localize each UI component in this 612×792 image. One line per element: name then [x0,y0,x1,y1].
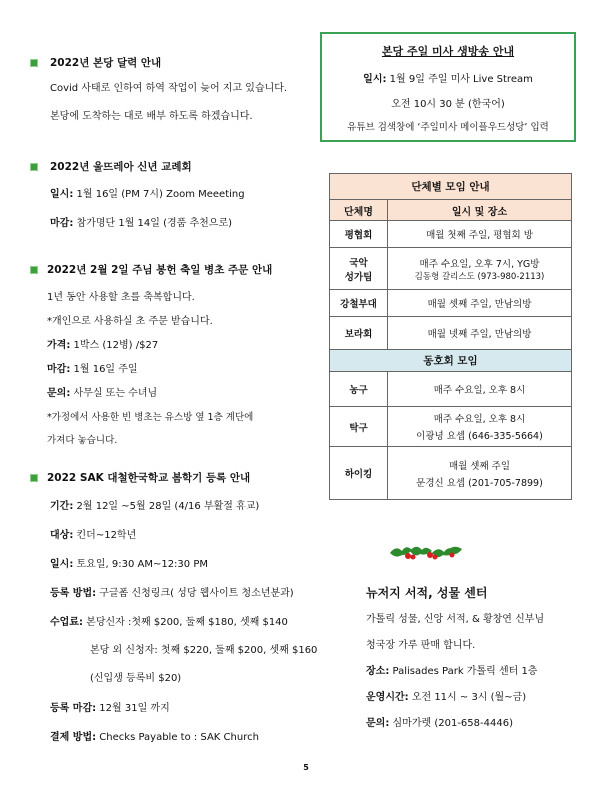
school-target: 대상: 킨더~12학년 [50,530,137,541]
groups-title: 단체별 모임 안내 [330,174,572,200]
bookstore-hours: 운영시간: 오전 11시 ~ 3시 (월~금) [366,692,527,703]
ultreya-title: 2022년 울뜨레아 신년 교례회 [50,161,192,173]
candle-title: 2022년 2월 2일 주님 봉헌 축일 병초 주문 안내 [47,264,273,276]
group-meetings-table [329,173,572,500]
bullet-icon [30,266,38,274]
col-time-header: 일시 및 장소 [388,200,572,221]
group-name: 보라회 [330,317,388,350]
club-name: 하이킹 [330,447,388,500]
candle-price: 가격: 1박스 (12병) /$27 [47,340,159,351]
group-name: 국악 성가팀 [330,248,388,290]
mass-youtube: 유튜브 검색창에 ‘주일미사 메이플우드성당’ 입력 [347,122,549,133]
school-method: 등록 방법: 구글폼 신청링크( 성당 웹사이트 청소년분과) [50,588,294,599]
bookstore-line1: 가톨릭 성물, 신앙 서적, & 황창연 신부님 [366,614,545,625]
school-title: 2022 SAK 대철한국학교 봄학기 등록 안내 [47,472,251,484]
club-info: 매주 수요일, 오후 8시 이광녕 요셉 (646-335-5664) [388,407,572,447]
group-info: 매주 수요일, 오후 7시, YG방 김동형 갈리스도 (973-980-2113) [388,248,572,290]
school-fee: 수업료: 본당신자 :첫째 $200, 둘째 $180, 셋째 $140 [50,617,288,628]
club-name: 탁구 [330,407,388,447]
group-info: 매월 첫째 주일, 평협회 방 [388,221,572,248]
bullet-icon [30,474,38,482]
school-fee-line3: (신입생 등록비 $20) [90,673,182,684]
school-reg-deadline: 등록 마감: 12월 31일 까지 [50,703,170,714]
calendar-title: 2022년 본당 달력 안내 [50,57,162,69]
bullet-icon [30,59,38,67]
candle-note2: 가져다 놓습니다. [47,435,118,446]
bookstore-place: 장소: Palisades Park 가톨릭 센터 1층 [366,666,538,677]
candle-inquiry: 문의: 사무실 또는 수녀님 [47,388,158,399]
group-info: 매월 셋째 주일, 만남의방 [388,290,572,317]
group-info: 매월 넷째 주일, 만남의방 [388,317,572,350]
calendar-line1: Covid 사태로 인하여 하역 작업이 늦어 지고 있습니다. [50,83,288,94]
mass-title: 본당 주일 미사 생방송 안내 [381,45,515,58]
table-row [330,407,572,447]
bullet-icon [30,163,38,171]
school-time: 일시: 토요일, 9:30 AM~12:30 PM [50,559,208,570]
club-info: 매주 수요일, 오후 8시 [388,372,572,407]
mass-livestream-box [320,32,576,142]
school-period: 기간: 2월 12일 ~5월 28일 (4/16 부활절 휴교) [50,501,260,512]
candle-line1: 1년 동안 사용할 초를 축복합니다. [47,292,195,303]
calendar-line2: 본당에 도착하는 대로 배부 하도록 하겠습니다. [50,111,253,122]
bookstore-title: 뉴저지 서적, 성물 센터 [366,586,488,600]
mass-time: 오전 10시 30 분 (한국어) [391,99,505,110]
ultreya-deadline: 마감: 참가명단 1월 14일 (경품 추천으로) [50,218,233,229]
table-row [330,317,572,350]
bookstore-inquiry: 문의: 심마가렛 (201-658-4446) [366,718,513,729]
candle-note1: *가정에서 사용한 빈 병초는 유스방 옆 1층 계단에 [47,412,254,423]
holly-icon [388,541,464,565]
table-row [330,372,572,407]
clubs-title: 동호회 모임 [330,350,572,372]
club-info: 매월 셋째 주일 문경신 요셉 (201-705-7899) [388,447,572,500]
school-fee-line2: 본당 외 신청자: 첫째 $220, 둘째 $200, 셋째 $160 [90,645,318,656]
table-row [330,248,572,290]
page-number: 5 [303,763,309,772]
table-row [330,221,572,248]
candle-line2: *개인으로 사용하실 초 주문 받습니다. [47,316,213,327]
table-row [330,290,572,317]
ultreya-date: 일시: 1월 16일 (PM 7시) Zoom Meeeting [50,189,245,200]
col-name-header: 단체명 [330,200,388,221]
group-name: 평협회 [330,221,388,248]
mass-date: 일시: 1월 9일 주일 미사 Live Stream [363,74,533,85]
club-name: 농구 [330,372,388,407]
candle-deadline: 마감: 1월 16일 주일 [47,364,138,375]
group-name: 강철부대 [330,290,388,317]
school-payment: 결제 방법: Checks Payable to : SAK Church [50,732,259,743]
table-row [330,447,572,500]
bookstore-line2: 청국장 가루 판매 합니다. [366,640,476,651]
